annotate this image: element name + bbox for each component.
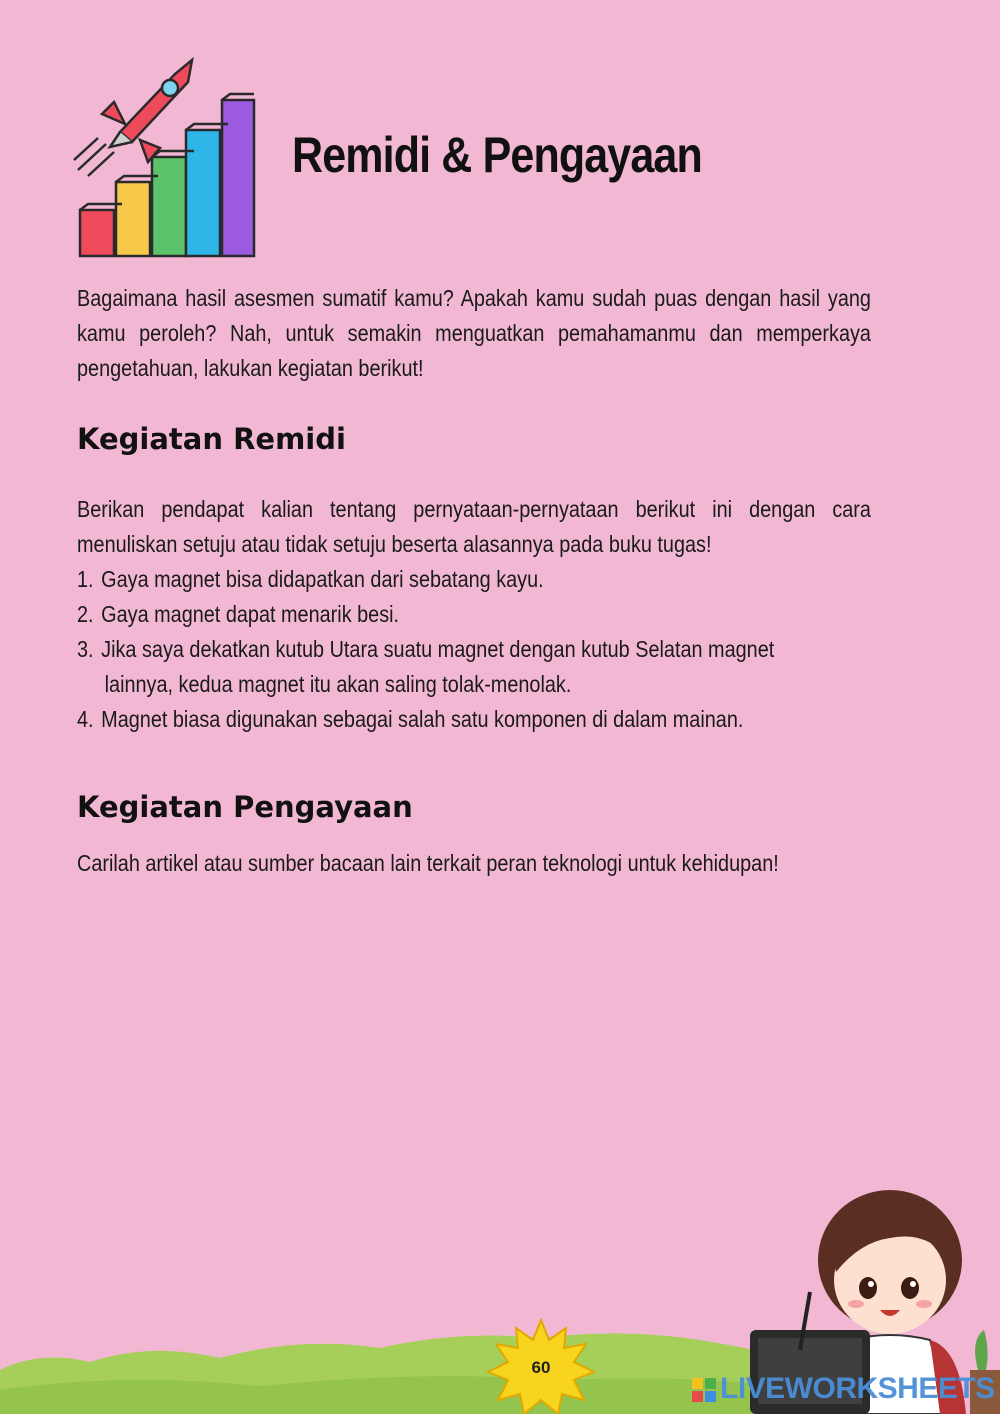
pengayaan-paragraph	[77, 846, 871, 881]
intro-paragraph	[77, 281, 871, 386]
list-item: 3. Jika saya dekatkan kutub Utara suatu magnet dengan kutub Selatan magnet lainnya, kedua magnet itu akan saling tolak-menolak.	[77, 636, 775, 697]
liveworksheets-watermark[interactable]: LIVEWORKSHEETS	[720, 1372, 995, 1405]
list-item: 2. Gaya magnet dapat menarik besi.	[77, 601, 400, 627]
list-item: 1. Gaya magnet bisa didapatkan dari sebatang kayu.	[77, 566, 544, 592]
page-title: Remidi & Pengayaan	[292, 127, 702, 183]
intro-text: Bagaimana hasil asesmen sumatif kamu? Apakah kamu sudah puas dengan hasil yang kamu peroleh? Nah, untuk semakin menguatkan pemahamanmu dan memperkaya pengetahuan, lakukan kegiatan berikut!	[77, 285, 871, 381]
bar-chart-icon	[80, 94, 254, 256]
list-item: 4. Magnet biasa digunakan sebagai salah satu komponen di dalam mainan.	[77, 706, 744, 732]
pengayaan-text: Carilah artikel atau sumber bacaan lain terkait peran teknologi untuk kehidupan!	[77, 850, 779, 876]
remidi-statement-list	[77, 562, 897, 737]
remidi-instruction-text: Berikan pendapat kalian tentang pernyataan-pernyataan berikut ini dengan cara menuliskan setuju atau tidak setuju beserta alasannya pada buku tugas!	[77, 496, 871, 557]
rocket-bar-chart-illustration	[70, 52, 260, 262]
pengayaan-heading: Kegiatan Pengayaan	[77, 790, 413, 824]
liveworksheets-logo-icon	[692, 1378, 716, 1402]
remidi-heading: Kegiatan Remidi	[77, 422, 346, 456]
remidi-instruction	[77, 492, 871, 562]
page-number: 60	[531, 1358, 551, 1377]
